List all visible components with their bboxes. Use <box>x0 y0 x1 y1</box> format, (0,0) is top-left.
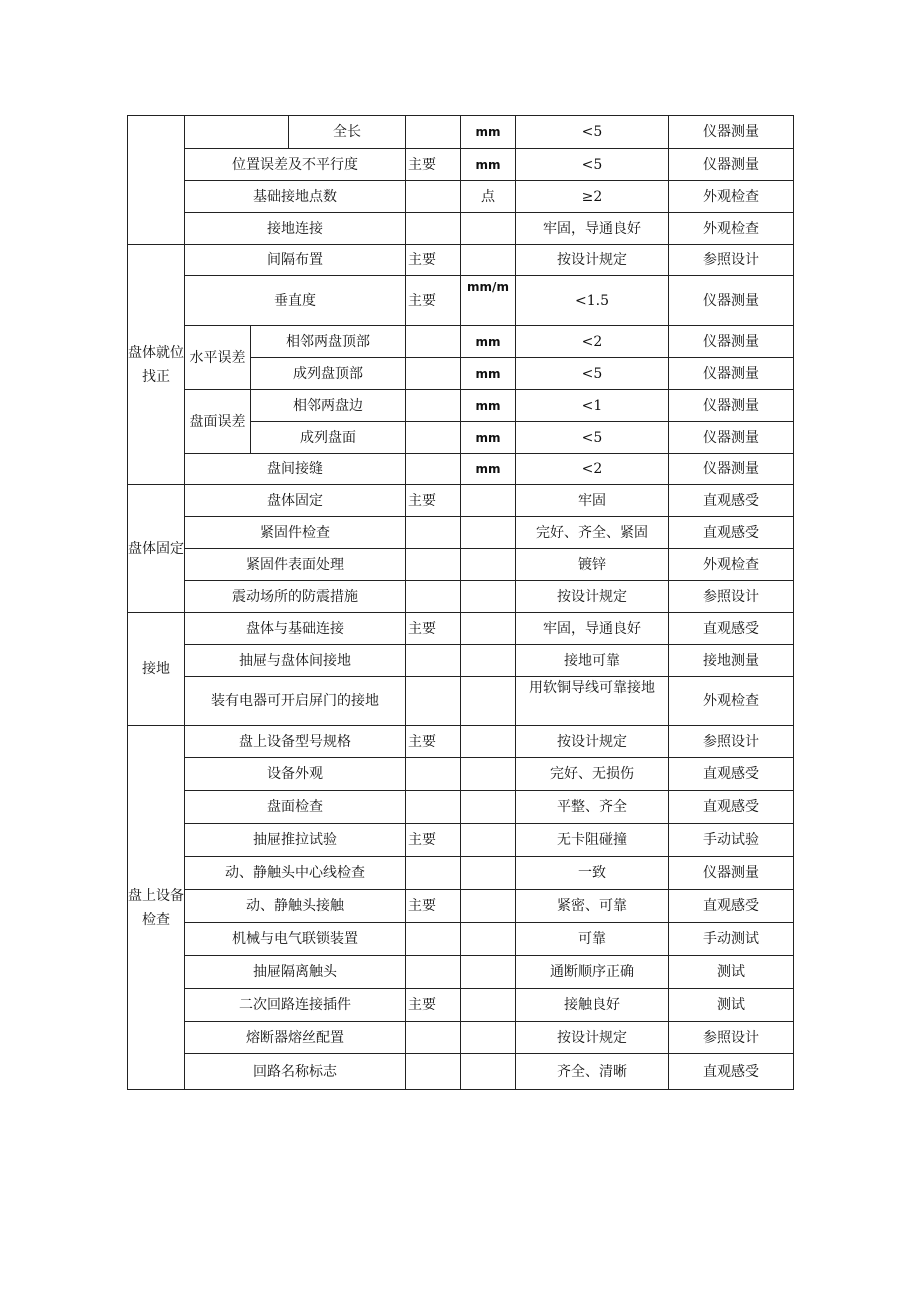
table-row <box>128 181 794 213</box>
item-cell: 机械与电气联锁装置 <box>185 923 406 956</box>
method-cell: 参照设计 <box>669 1022 794 1054</box>
unit-cell: mm/m <box>461 276 516 326</box>
item-cell: 相邻两盘边 <box>251 390 406 422</box>
item-cell: 紧固件表面处理 <box>185 549 406 581</box>
item-cell: 二次回路连接插件 <box>185 989 406 1022</box>
unit-cell <box>461 1022 516 1054</box>
category-cell: 盘上设备检查 <box>128 726 185 1090</box>
standard-cell: 镀锌 <box>516 549 669 581</box>
standard-cell: 一致 <box>516 857 669 890</box>
table-row <box>128 276 794 326</box>
unit-cell <box>461 923 516 956</box>
standard-cell: 用软铜导线可靠接地 <box>516 677 669 726</box>
method-cell: 直观感受 <box>669 517 794 549</box>
main-cell <box>406 923 461 956</box>
table-row <box>128 213 794 245</box>
table-row <box>128 677 794 726</box>
standard-cell: 完好、无损伤 <box>516 758 669 791</box>
main-cell: 主要 <box>406 613 461 645</box>
method-cell: 手动试验 <box>669 824 794 857</box>
standard-cell: <1 <box>516 390 669 422</box>
item-cell: 动、静触头中心线检查 <box>185 857 406 890</box>
unit-cell: mm <box>461 390 516 422</box>
item-cell: 成列盘顶部 <box>251 358 406 390</box>
main-cell <box>406 422 461 454</box>
item-cell: 抽屉推拉试验 <box>185 824 406 857</box>
unit-cell <box>461 956 516 989</box>
table-row <box>128 581 794 613</box>
unit-cell <box>461 791 516 824</box>
unit-cell <box>461 245 516 276</box>
method-cell: 外观检查 <box>669 549 794 581</box>
item-cell: 盘体与基础连接 <box>185 613 406 645</box>
blank-cell <box>185 116 289 149</box>
method-cell: 接地测量 <box>669 645 794 677</box>
main-cell <box>406 358 461 390</box>
method-cell: 仪器测量 <box>669 390 794 422</box>
table-row <box>128 989 794 1022</box>
item-cell: 盘面检查 <box>185 791 406 824</box>
method-cell: 仪器测量 <box>669 116 794 149</box>
standard-cell: 按设计规定 <box>516 1022 669 1054</box>
standard-cell: <5 <box>516 422 669 454</box>
unit-cell <box>461 645 516 677</box>
table-row <box>128 890 794 923</box>
method-cell: 参照设计 <box>669 581 794 613</box>
table-row <box>128 116 794 149</box>
main-cell: 主要 <box>406 989 461 1022</box>
method-cell: 仪器测量 <box>669 326 794 358</box>
standard-cell: 平整、齐全 <box>516 791 669 824</box>
table-row <box>128 1054 794 1090</box>
item-cell: 盘上设备型号规格 <box>185 726 406 758</box>
item-cell: 紧固件检查 <box>185 517 406 549</box>
main-cell <box>406 390 461 422</box>
subcategory-cell: 水平误差 <box>185 326 251 390</box>
item-cell: 盘体固定 <box>185 485 406 517</box>
unit-cell <box>461 213 516 245</box>
main-cell <box>406 549 461 581</box>
standard-cell: <1.5 <box>516 276 669 326</box>
main-cell <box>406 758 461 791</box>
item-cell: 全长 <box>289 116 406 149</box>
unit-cell: mm <box>461 422 516 454</box>
category-cell: 接地 <box>128 613 185 726</box>
item-cell: 成列盘面 <box>251 422 406 454</box>
table-row <box>128 758 794 791</box>
main-cell: 主要 <box>406 245 461 276</box>
table-row <box>128 1022 794 1054</box>
method-cell: 直观感受 <box>669 485 794 517</box>
unit-cell: mm <box>461 358 516 390</box>
main-cell: 主要 <box>406 824 461 857</box>
standard-cell: 牢固，导通良好 <box>516 613 669 645</box>
unit-cell <box>461 517 516 549</box>
table-row <box>128 726 794 758</box>
main-cell <box>406 1054 461 1090</box>
method-cell: 测试 <box>669 989 794 1022</box>
standard-cell: 按设计规定 <box>516 245 669 276</box>
main-cell <box>406 326 461 358</box>
unit-cell <box>461 726 516 758</box>
standard-cell: ≥2 <box>516 181 669 213</box>
item-cell: 抽屉隔离触头 <box>185 956 406 989</box>
unit-cell <box>461 549 516 581</box>
table-row <box>128 613 794 645</box>
item-cell: 抽屉与盘体间接地 <box>185 645 406 677</box>
standard-cell: 完好、齐全、紧固 <box>516 517 669 549</box>
standard-cell: 按设计规定 <box>516 726 669 758</box>
main-cell <box>406 645 461 677</box>
table-row <box>128 390 794 422</box>
standard-cell: 可靠 <box>516 923 669 956</box>
unit-cell <box>461 581 516 613</box>
method-cell: 外观检查 <box>669 181 794 213</box>
item-cell: 相邻两盘顶部 <box>251 326 406 358</box>
standard-cell: 齐全、清晰 <box>516 1054 669 1090</box>
category-cell <box>128 116 185 245</box>
unit-cell <box>461 613 516 645</box>
standard-cell: 按设计规定 <box>516 581 669 613</box>
item-cell: 设备外观 <box>185 758 406 791</box>
standard-cell: 紧密、可靠 <box>516 890 669 923</box>
method-cell: 测试 <box>669 956 794 989</box>
method-cell: 参照设计 <box>669 726 794 758</box>
category-cell: 盘体固定 <box>128 485 185 613</box>
standard-cell: 牢固 <box>516 485 669 517</box>
item-cell: 垂直度 <box>185 276 406 326</box>
method-cell: 仪器测量 <box>669 149 794 181</box>
method-cell: 外观检查 <box>669 677 794 726</box>
item-cell: 熔断器熔丝配置 <box>185 1022 406 1054</box>
main-cell <box>406 791 461 824</box>
item-cell: 位置误差及不平行度 <box>185 149 406 181</box>
item-cell: 动、静触头接触 <box>185 890 406 923</box>
standard-cell: <5 <box>516 116 669 149</box>
unit-cell: mm <box>461 454 516 485</box>
main-cell: 主要 <box>406 276 461 326</box>
table-row <box>128 326 794 358</box>
method-cell: 仪器测量 <box>669 422 794 454</box>
table-row <box>128 149 794 181</box>
unit-cell <box>461 890 516 923</box>
standard-cell: 接地可靠 <box>516 645 669 677</box>
method-cell: 参照设计 <box>669 245 794 276</box>
main-cell <box>406 454 461 485</box>
inspection-table <box>127 115 794 1090</box>
unit-cell <box>461 857 516 890</box>
table-row <box>128 645 794 677</box>
method-cell: 直观感受 <box>669 890 794 923</box>
category-cell: 盘体就位找正 <box>128 245 185 485</box>
method-cell: 仪器测量 <box>669 276 794 326</box>
table-row <box>128 956 794 989</box>
standard-cell: 无卡阻碰撞 <box>516 824 669 857</box>
unit-cell <box>461 824 516 857</box>
standard-cell: 通断顺序正确 <box>516 956 669 989</box>
main-cell <box>406 956 461 989</box>
table-row <box>128 857 794 890</box>
main-cell: 主要 <box>406 149 461 181</box>
table-row <box>128 485 794 517</box>
item-cell: 震动场所的防震措施 <box>185 581 406 613</box>
item-cell: 装有电器可开启屏门的接地 <box>185 677 406 726</box>
unit-cell <box>461 485 516 517</box>
unit-cell: mm <box>461 326 516 358</box>
main-cell: 主要 <box>406 890 461 923</box>
standard-cell: <2 <box>516 326 669 358</box>
main-cell: 主要 <box>406 726 461 758</box>
unit-cell <box>461 758 516 791</box>
table-row <box>128 454 794 485</box>
table-row <box>128 791 794 824</box>
main-cell <box>406 116 461 149</box>
main-cell <box>406 181 461 213</box>
item-cell: 接地连接 <box>185 213 406 245</box>
table-row <box>128 245 794 276</box>
method-cell: 直观感受 <box>669 758 794 791</box>
main-cell <box>406 677 461 726</box>
main-cell: 主要 <box>406 485 461 517</box>
method-cell: 手动测试 <box>669 923 794 956</box>
standard-cell: 牢固，导通良好 <box>516 213 669 245</box>
method-cell: 仪器测量 <box>669 857 794 890</box>
item-cell: 回路名称标志 <box>185 1054 406 1090</box>
main-cell <box>406 213 461 245</box>
standard-cell: <5 <box>516 358 669 390</box>
method-cell: 直观感受 <box>669 791 794 824</box>
table-row <box>128 923 794 956</box>
unit-cell <box>461 677 516 726</box>
unit-cell <box>461 989 516 1022</box>
item-cell: 基础接地点数 <box>185 181 406 213</box>
method-cell: 仪器测量 <box>669 454 794 485</box>
standard-cell: <2 <box>516 454 669 485</box>
unit-cell <box>461 1054 516 1090</box>
standard-cell: 接触良好 <box>516 989 669 1022</box>
unit-cell: 点 <box>461 181 516 213</box>
main-cell <box>406 857 461 890</box>
method-cell: 仪器测量 <box>669 358 794 390</box>
item-cell: 盘间接缝 <box>185 454 406 485</box>
method-cell: 外观检查 <box>669 213 794 245</box>
unit-cell: mm <box>461 116 516 149</box>
subcategory-cell: 盘面误差 <box>185 390 251 454</box>
item-cell: 间隔布置 <box>185 245 406 276</box>
main-cell <box>406 517 461 549</box>
main-cell <box>406 581 461 613</box>
method-cell: 直观感受 <box>669 613 794 645</box>
table-row <box>128 549 794 581</box>
standard-cell: <5 <box>516 149 669 181</box>
main-cell <box>406 1022 461 1054</box>
method-cell: 直观感受 <box>669 1054 794 1090</box>
table-row <box>128 517 794 549</box>
table-row <box>128 824 794 857</box>
unit-cell: mm <box>461 149 516 181</box>
